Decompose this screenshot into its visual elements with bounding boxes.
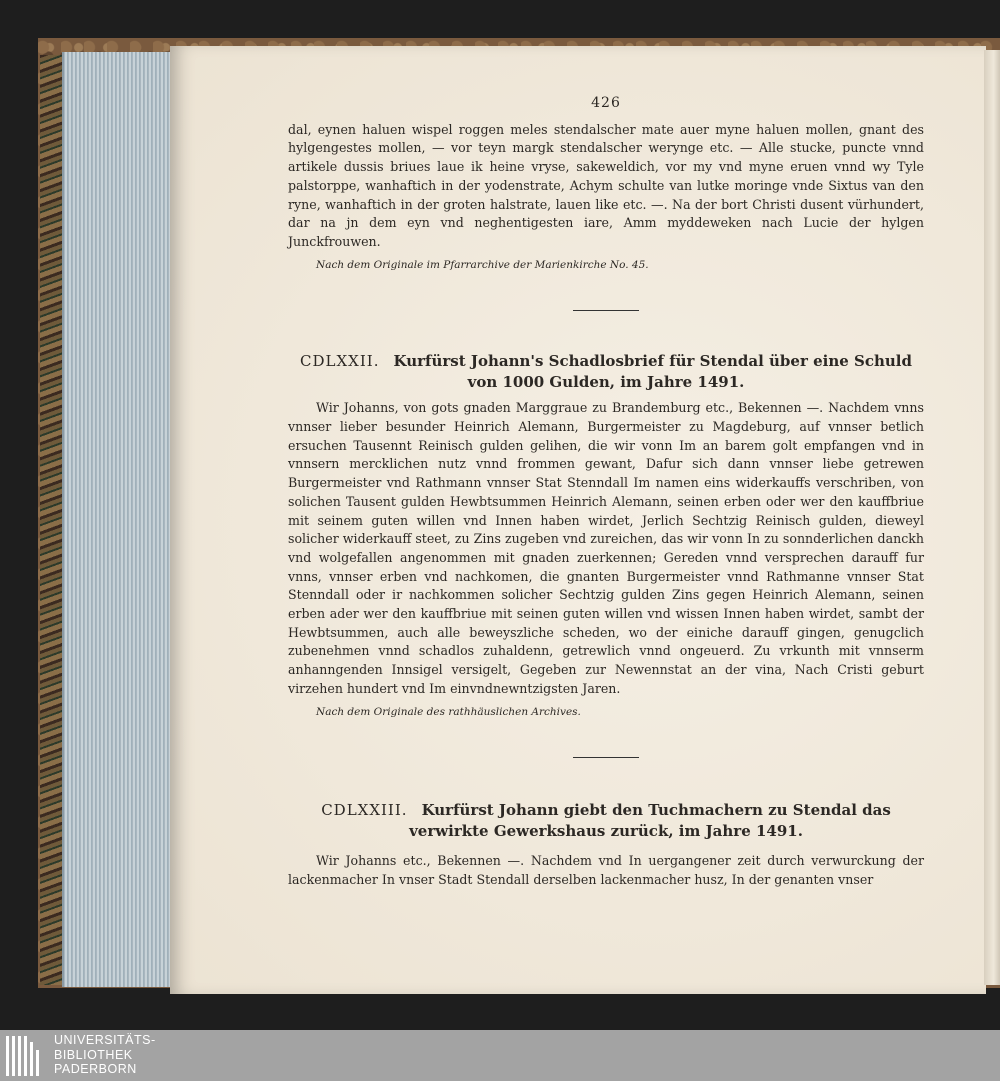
document-heading-2: [288, 800, 924, 842]
library-logo-icon: [6, 1034, 44, 1078]
source-note-2: Nach dem Originale des rathhäuslichen Archives.: [316, 705, 581, 718]
source-note-1: Nach dem Originale im Pfarrarchive der Marienkirche No. 45.: [316, 258, 649, 271]
closing-paragraph: Wir Johanns etc., Bekennen —. Nachdem vnd In uergangener zeit durch verwurckung der lackenmacher In vnser Stadt Stendall derselben lackenmacher husz, In der genanten vnser: [288, 853, 924, 887]
logo-line-3: PADERBORN: [54, 1062, 137, 1076]
right-page-edge: [984, 50, 1000, 985]
library-logo-text: [54, 1033, 156, 1077]
document-title-1: Kurfürst Johann's Schadlosbrief für Stendal über eine Schuld von 1000 Gulden, im Jahre 1491.: [393, 352, 912, 392]
logo-line-2: BIBLIOTHEK: [54, 1047, 133, 1062]
page-number: 426: [591, 95, 621, 111]
page-text: [288, 94, 924, 890]
document-heading-1: [288, 351, 924, 393]
document-title-2: Kurfürst Johann giebt den Tuchmachern zu Stendal das verwirkte Gewerkshaus zurück, im Jahre 1491.: [409, 801, 891, 841]
logo-line-1: UNIVERSITÄTS-: [54, 1033, 156, 1047]
document-number-2: CDLXXIII.: [321, 801, 408, 820]
page-block-edges: [62, 52, 182, 987]
document-number-1: CDLXXII.: [300, 352, 380, 371]
intro-paragraph: dal, eynen haluen wispel roggen meles stendalscher mate auer myne haluen mollen, gnant des hylgengestes mollen, — vor teyn margk stendalscher werynge etc. — Alle stucke, puncte vnnd artikele dussis briues laue ik heine vryse, sakeweldich, vor my vnd myne eruen vnnd wy Tyle palstorppe, wanhaftich in der yodenstrate, Achym schulte van lutke moringe vnde Sixtus van den ryne, wanhaftich in der groten halstrate, lauen like etc. —. Na der bort Christi dusent vürhundert, dar na jn dem eyn vnd neghentigesten iare, Amm myddeweken nach Lucie der hylgen Junckfrouwen.: [288, 121, 924, 249]
marbled-edge: [40, 55, 64, 985]
library-footer: [0, 1030, 1000, 1081]
charter-paragraph: Wir Johanns, von gots gnaden Marggraue zu Brandemburg etc., Bekennen —. Nachdem vnns vnnser lieber besunder Heinrich Alemann, Burgermeister zu Magdeburg, auf vnnser betlich ersuchen Tausennt Reinisch gulden gelihen, die wir vonn Im an barem golt empfangen vnd in vnnsern mercklichen nutz vnnd frommen gewant, Dafur sich dann vnnser liebe getrewen Burgermeister vnd Rathmann vnnser Stat Stenndall Im namen eins widerkauffs verschriben, von solichen Tausent gulden Hewbtsummen Heinrich Alemann, seinen erben oder wer den kauffbriue mit seinem guten willen vnd Innen haben wirdet, Jerlich Sechtzig Reinisch gulden, dieweyl solicher widerkauff steet, zu Zins zugeben vnd zureichen, das wir vonn In zu sonnderlichen danckh vnd wolgefallen angenommen mit gnaden zuerkennen; Gereden vnnd versprechen darauff fur vnns, vnnser erben vnd nachkomen, die gnanten Burgermeister vnnd Rathmanne vnnser Stat Stenndall oder ir nachkommen solicher Sechtzig gulden Zins gegen Heinrich Alemann, seinen erben ader wer den kauffbriue mit seinen guten willen vnd wissen Innen haben wirdet, sambt der Hewbtsummen, auch alle beweyszliche scheden, wo der einiche darauff gingen, genugclich zubenehmen vnnd schadlos zuhaldenn, getrewlich vnnd ongeuerd. Zu vrkunth mit vnnserm anhanngenden Innsigel versigelt, Gegeben zur Newennstat an der vina, Nach Cristi geburt virzehen hundert vnd Im einvndnewntzigsten Jaren.: [288, 400, 924, 696]
